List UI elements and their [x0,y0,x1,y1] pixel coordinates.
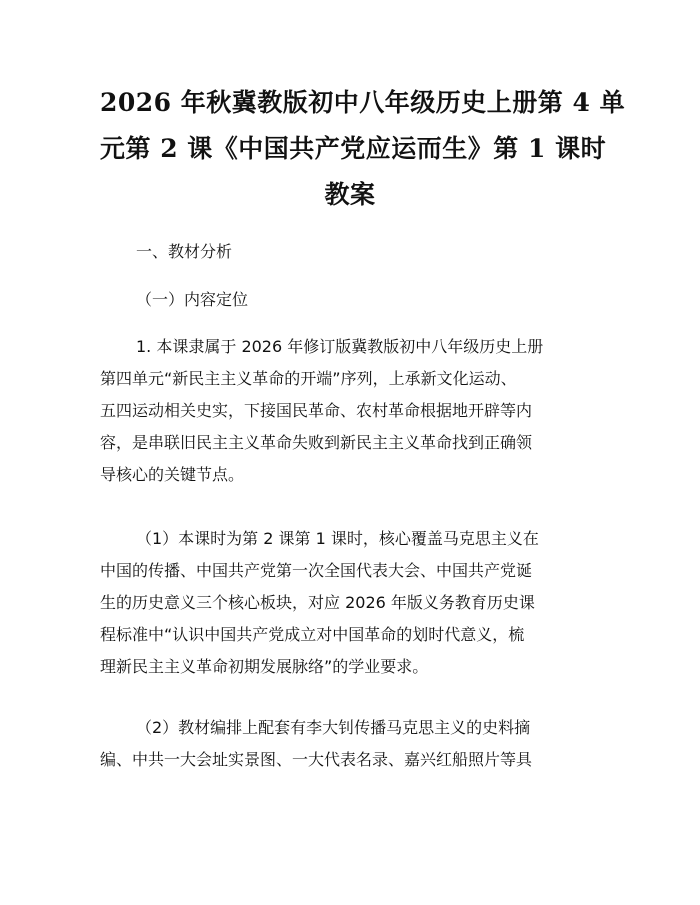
paragraph-line: 五四运动相关史实，下接国民革命、农村革命根据地开辟等内 [100,401,533,420]
paragraph-line: 编、中共一大会址实景图、一大代表名录、嘉兴红船照片等具 [100,750,533,769]
paragraph-2 [100,523,600,683]
title-line: 教案 [324,180,376,209]
title-line: 2026 年秋冀教版初中八年级历史上册第 4 单 [100,88,626,117]
paragraph-line: 中国的传播、中国共产党第一次全国代表大会、中国共产党诞 [100,561,533,580]
section-heading: 一、教材分析 [136,242,233,261]
paragraph-line: 理新民主主义革命初期发展脉络”的学业要求。 [100,657,429,676]
paragraph-line: 生的历史意义三个核心板块，对应 2026 年版义务教育历史课 [100,593,535,612]
paragraph-line: 程标准中“认识中国共产党成立对中国革命的划时代意义，梳 [100,625,525,644]
paragraph-1 [100,331,600,491]
paragraph-3 [100,712,600,776]
document-title [100,80,626,218]
paragraph-line: 容，是串联旧民主主义革命失败到新民主主义革命找到正确领 [100,433,533,452]
title-line: 元第 2 课《中国共产党应运而生》第 1 课时 [100,134,607,163]
paragraph-line: 1. 本课隶属于 2026 年修订版冀教版初中八年级历史上册 [136,337,544,356]
paragraph-line: （2）教材编排上配套有李大钊传播马克思主义的史料摘 [136,718,531,737]
paragraph-line: 导核心的关键节点。 [100,465,245,484]
subsection-heading: （一）内容定位 [136,290,249,309]
paragraph-line: （1）本课时为第 2 课第 1 课时，核心覆盖马克思主义在 [136,529,539,548]
paragraph-line: 第四单元“新民主主义革命的开端”序列，上承新文化运动、 [100,369,517,388]
